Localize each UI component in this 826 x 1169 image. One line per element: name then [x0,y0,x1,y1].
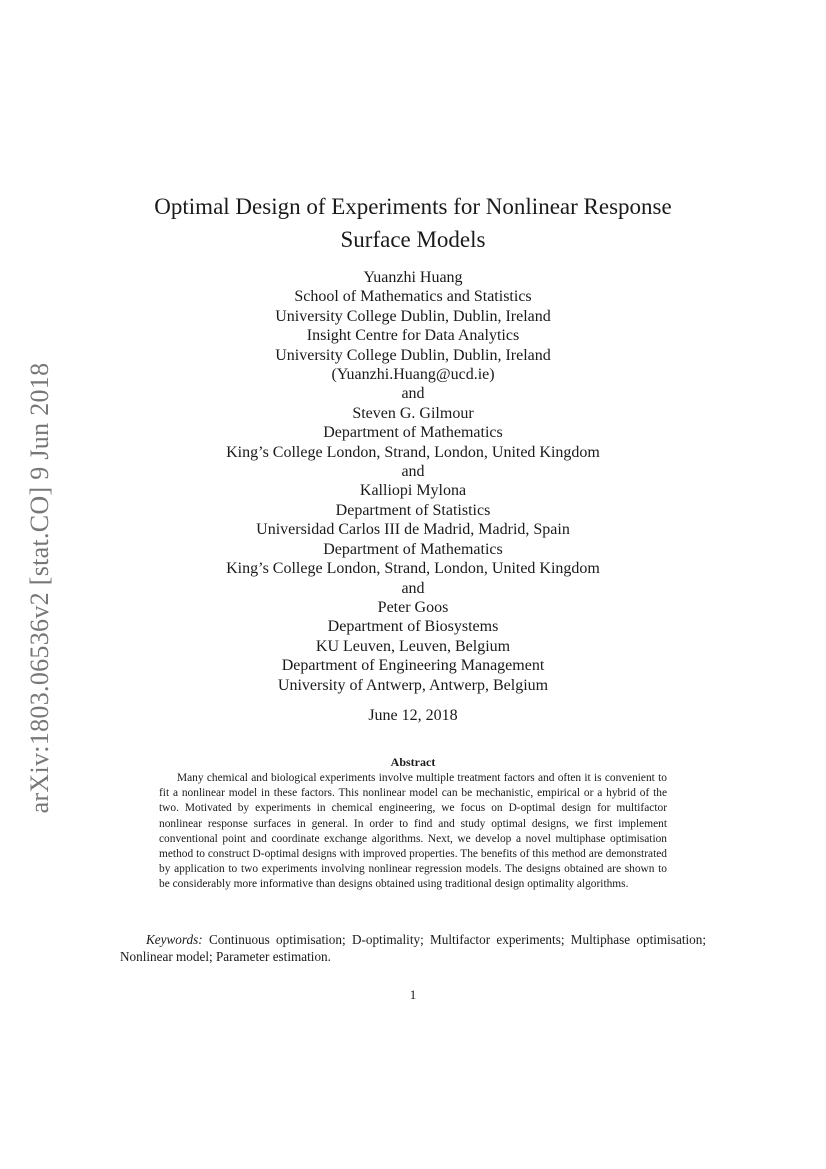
paper-title [120,190,706,256]
keywords-label: Keywords: [146,932,203,947]
author-separator: and [401,463,425,481]
affiliation-line: Department of Engineering Management [281,657,545,675]
arxiv-stamp-text: arXiv:1803.06536v2 [stat.CO] 9 Jun 2018 [25,362,54,814]
affiliation-line: Department of Mathematics [323,424,503,442]
affiliation-line: University of Antwerp, Antwerp, Belgium [277,676,549,694]
author-name: Kalliopi Mylona [359,482,467,500]
affiliation-line: KU Leuven, Leuven, Belgium [315,637,511,655]
affiliation-line: Insight Centre for Data Analytics [306,327,520,345]
affiliation-line: Department of Mathematics [323,540,503,558]
title-line-1: Optimal Design of Experiments for Nonlinear Response [154,194,672,219]
abstract-body: Many chemical and biological experiments involve multiple treatment factors and often it is convenient to fit a nonlinear model in these factors. This nonlinear model can be mechanistic, empirical or a hybrid of the two. Motivated by experiments in chemical engineering, we focus on D-optimal design for multifactor nonlinear response surfaces in general. In order to find and study optimal designs, we first implement conventional point and coordinate exchange algorithms. Next, we develop a novel multiphase optimisation method to construct D-optimal designs with improved properties. The benefits of this method are demonstrated by application to two experiments involving nonlinear regression models. The designs obtained are shown to be considerably more informative than designs obtained using traditional design optimality algorithms. [159,772,667,891]
affiliation-line: Department of Biosystems [327,618,499,636]
page-number: 1 [409,987,417,1002]
keywords [120,931,706,965]
title-line-2: Surface Models [340,227,486,252]
author-separator: and [401,579,425,597]
affiliation-line: Department of Statistics [335,501,491,519]
affiliation-line: University College Dublin, Dublin, Ireland [275,346,551,364]
affiliation-line: University College Dublin, Dublin, Ireland [275,307,551,325]
author-separator: and [401,385,425,403]
affiliation-line: School of Mathematics and Statistics [294,288,532,306]
abstract-heading: Abstract [390,755,436,769]
arxiv-stamp [20,340,60,836]
affiliation-line: King’s College London, Strand, London, United Kingdom [226,443,600,461]
affiliation-line: King’s College London, Strand, London, United Kingdom [226,560,600,578]
author-name: Yuanzhi Huang [363,269,463,286]
paper-date: June 12, 2018 [368,707,458,724]
author-email: (Yuanzhi.Huang@ucd.ie) [331,366,495,384]
author-name: Steven G. Gilmour [352,404,474,422]
author-name: Peter Goos [377,598,449,616]
authors-affiliations [120,268,706,695]
affiliation-line: Universidad Carlos III de Madrid, Madrid, Spain [256,521,570,539]
title-block [120,190,706,256]
keywords-text: Continuous optimisation; D-optimality; Multifactor experiments; Multiphase optimisation; Nonlinear model; Parameter estimation. [120,932,707,964]
